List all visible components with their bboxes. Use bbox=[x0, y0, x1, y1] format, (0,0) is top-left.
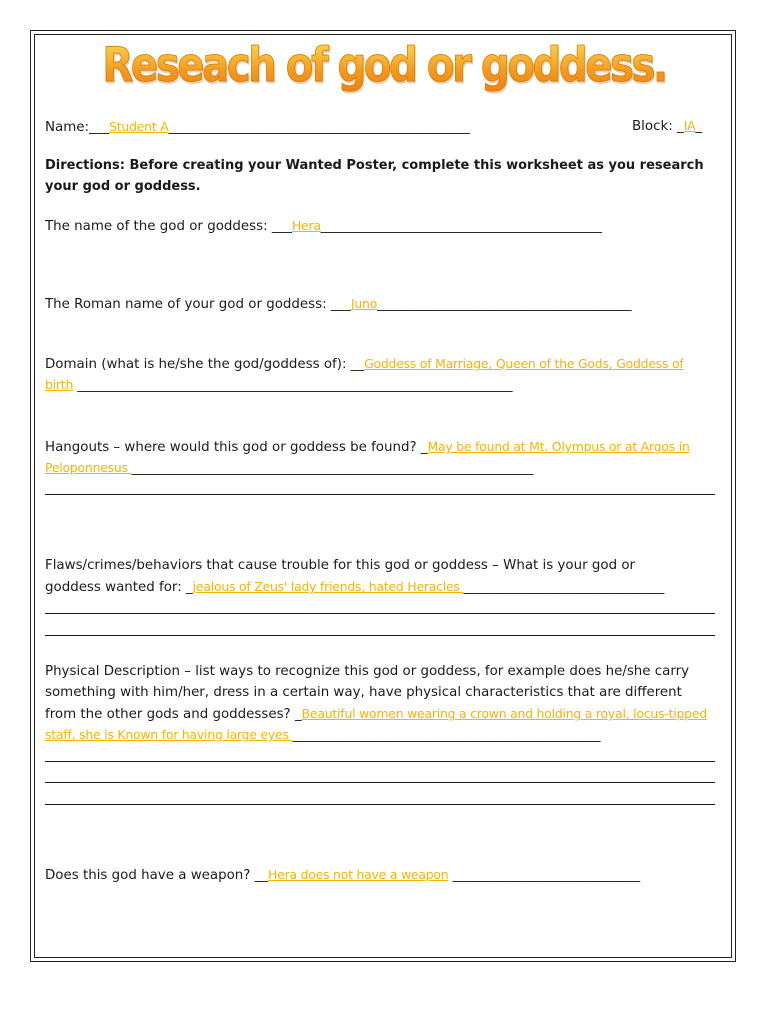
hangouts-row-2 bbox=[45, 459, 533, 478]
weapon-blank: ____________________________ bbox=[448, 868, 641, 883]
flaws-label: goddess wanted for: _ bbox=[45, 580, 193, 595]
roman-name-label: The Roman name of your god or goddess: ___ bbox=[45, 297, 351, 312]
name-answer[interactable]: Student A bbox=[109, 119, 169, 134]
block-label: Block: _ bbox=[632, 119, 684, 134]
physical-label: from the other gods and goddesses? _ bbox=[45, 707, 302, 722]
domain-label: Domain (what is he/she the god/goddess of): __ bbox=[45, 357, 365, 372]
name-label: Name:___ bbox=[45, 120, 110, 135]
physical-answer-line-2[interactable]: staff, she is Known for having large eyes bbox=[45, 727, 293, 742]
domain-answer-line-2[interactable]: birth bbox=[45, 377, 74, 392]
directions-line-1: Directions: Before creating your Wanted Poster, complete this worksheet as you research bbox=[45, 158, 704, 173]
flaws-row bbox=[45, 578, 664, 597]
god-name-blank: __________________________________________ bbox=[320, 219, 602, 234]
hangouts-blank: ____________________________________________________________ bbox=[131, 461, 534, 476]
physical-blank-line-2 bbox=[45, 782, 715, 783]
block-blank: _ bbox=[695, 119, 703, 134]
physical-blank-line-1 bbox=[45, 761, 715, 762]
flaws-blank-line-1 bbox=[45, 613, 715, 614]
roman-name-row bbox=[45, 295, 632, 314]
roman-name-blank: ______________________________________ bbox=[377, 297, 632, 312]
domain-row-2 bbox=[45, 376, 513, 395]
name-row bbox=[45, 118, 470, 137]
physical-line-1: Physical Description – list ways to recognize this god or goddess, for example does he/she carry bbox=[45, 664, 690, 679]
weapon-answer[interactable]: Hera does not have a weapon bbox=[268, 867, 449, 882]
hangouts-label: Hangouts – where would this god or goddess be found? _ bbox=[45, 440, 428, 455]
name-blank: _____________________________________________ bbox=[168, 120, 470, 135]
block-answer[interactable]: IA bbox=[683, 118, 696, 133]
hangouts-row bbox=[45, 438, 690, 457]
roman-name-answer[interactable]: Juno bbox=[350, 296, 378, 311]
hangouts-answer-line-1[interactable]: May be found at Mt. Olympus or at Argos in bbox=[427, 439, 690, 454]
physical-row bbox=[45, 705, 707, 724]
block-row bbox=[632, 118, 702, 134]
domain-blank: _________________________________________________________________ bbox=[73, 378, 513, 393]
god-name-row bbox=[45, 217, 602, 236]
physical-answer-line-1[interactable]: Beautiful women wearing a crown and holding a royal, locus-tipped bbox=[301, 706, 707, 721]
flaws-line-1: Flaws/crimes/behaviors that cause trouble for this god or goddess – What is your god or bbox=[45, 558, 636, 573]
domain-answer-line-1[interactable]: Goddess of Marriage, Queen of the Gods, Goddess of bbox=[364, 356, 684, 371]
physical-blank: ______________________________________________ bbox=[292, 728, 601, 743]
domain-row bbox=[45, 355, 684, 374]
hangouts-answer-line-2[interactable]: Peloponnesus bbox=[45, 460, 132, 475]
god-name-answer[interactable]: Hera bbox=[291, 218, 321, 233]
god-name-label: The name of the god or goddess: ___ bbox=[45, 219, 292, 234]
directions-line-2: your god or goddess. bbox=[45, 179, 201, 194]
flaws-answer[interactable]: jealous of Zeus' lady friends, hated Heracles bbox=[192, 579, 464, 594]
physical-row-2 bbox=[45, 726, 600, 745]
worksheet-title: Reseach of god or goddess. bbox=[54, 38, 714, 93]
hangouts-blank-line bbox=[45, 494, 715, 495]
flaws-blank: ______________________________ bbox=[463, 580, 665, 595]
weapon-row bbox=[45, 866, 640, 885]
flaws-blank-line-2 bbox=[45, 635, 715, 636]
physical-line-2: something with him/her, dress in a certain way, have physical characteristics that are different bbox=[45, 685, 682, 700]
physical-blank-line-3 bbox=[45, 804, 715, 805]
weapon-label: Does this god have a weapon? __ bbox=[45, 868, 269, 883]
